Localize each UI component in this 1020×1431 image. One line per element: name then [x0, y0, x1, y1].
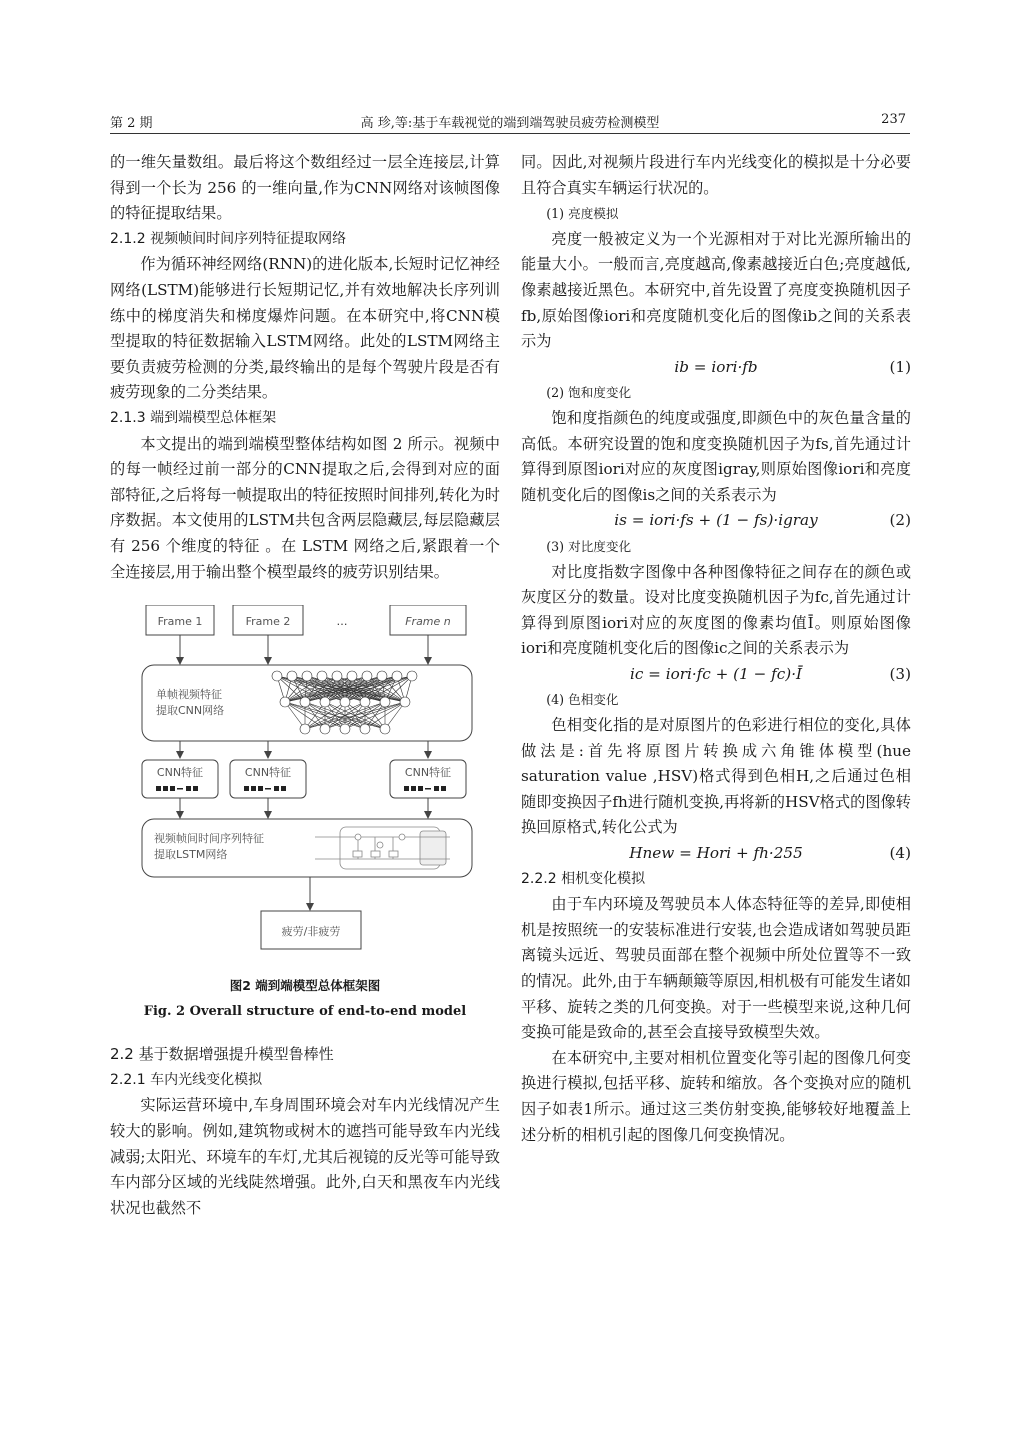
neuron-node: [407, 671, 417, 681]
paragraph: 亮度一般被定义为一个光源相对于对比光源所输出的能量大小。一般而言,亮度越高,像素越接近白色;亮度越低,像素越接近黑色。本研究中,首先设置了亮度变换随机因子fb,原始图像iori和亮度随机变化后的图像ib之间的关系表示为: [521, 229, 911, 351]
frame-1-label: Frame 1: [157, 615, 203, 629]
model-diagram: [110, 605, 500, 965]
neuron-node: [347, 671, 357, 681]
neuron-node: [377, 671, 387, 681]
neuron-node: [360, 697, 370, 707]
lstm-box-label-1: 视频帧间时间序列特征: [154, 832, 264, 846]
frame-2-label: Frame 2: [245, 615, 291, 629]
paragraph: 实际运营环境中,车身周围环境会对车内光线情况产生较大的影响。例如,建筑物或树木的遮挡可能导致车内光线减弱;太阳光、环境车的车灯,尤其后视镜的反光等可能导致车内部分区域的光线陡然增强。此外,白天和黑夜车内光线状况也截然不: [110, 1096, 500, 1217]
section-heading-2-2-2: 2.2.2 相机变化模拟: [521, 870, 646, 887]
figure-caption-zh: 图2 端到端模型总体框架图: [229, 978, 381, 994]
header-rule: [110, 133, 910, 134]
equation-2-number: (2): [889, 511, 911, 530]
paragraph: 在本研究中,主要对相机位置变化等引起的图像几何变换进行模拟,包括平移、旋转和缩放。各个变换对应的随机因子如表1所示。通过这三类仿射变换,能够较好地覆盖上述分析的相机引起的图像几何变换情况。: [521, 1048, 911, 1144]
subheading-contrast: (3) 对比度变化: [546, 538, 632, 554]
issue-number: 第 2 期: [110, 116, 153, 131]
output-label: 疲劳/非疲劳: [281, 925, 341, 939]
neuron-node: [340, 697, 350, 707]
subheading-hue: (4) 色相变化: [546, 692, 619, 708]
equation-2: [521, 508, 911, 534]
neuron-node: [317, 671, 327, 681]
paragraph: 作为循环神经网络(RNN)的进化版本,长短时记忆神经网络(LSTM)能够进行长短期记忆,并有效地解决长序列训练中的梯度消失和梯度爆炸问题。在本研究中,将CNN模型提取的特征数据输入LSTM网络。此处的LSTM网络主要负责疲劳检测的分类,最终输出的是每个驾驶片段是否有疲劳现象的二分类结果。: [110, 255, 500, 402]
equation-3-body: ic = iori·fc + (1 − fc)·Ī: [629, 664, 803, 683]
neuron-node: [280, 697, 290, 707]
subheading-brightness: (1) 亮度模拟: [546, 206, 619, 222]
cnn-box-label-2: 提取CNN网络: [156, 704, 225, 718]
paragraph: 饱和度指颜色的纯度或强度,即颜色中的灰色量含量的高低。本研究设置的饱和度变换随机因子为fs,首先通过计算得到原图iori对应的灰度图igray,则原始图像iori和亮度随机变化后的图像is之间的关系表示为: [521, 408, 911, 504]
section-heading-2-2: 2.2 基于数据增强提升模型鲁棒性: [110, 1045, 334, 1064]
neuron-node: [392, 671, 402, 681]
neuron-node: [300, 724, 310, 734]
paragraph: 同。因此,对视频片段进行车内光线变化的模拟是十分必要且符合真实车辆运行状况的。: [521, 153, 911, 197]
cnn-box-label-1: 单帧视频特征: [156, 688, 222, 702]
right-column: [521, 150, 911, 1148]
neuron-node: [302, 671, 312, 681]
subheading-saturation: (2) 饱和度变化: [546, 385, 632, 401]
neuron-node: [287, 671, 297, 681]
lstm-box-label-2: 提取LSTM网络: [154, 848, 228, 862]
figure-caption-en: Fig. 2 Overall structure of end-to-end model: [143, 1003, 467, 1019]
section-heading-2-1-3: 2.1.3 端到端模型总体框架: [110, 409, 277, 426]
equation-3-number: (3): [889, 664, 911, 683]
neural-net-graphic: [272, 671, 417, 734]
equation-4-body: Hnew = Hori + fh·255: [629, 844, 803, 863]
equation-1-number: (1): [889, 357, 911, 376]
equation-1-body: ib = iori·fb: [674, 357, 758, 376]
figure-2: [110, 605, 500, 965]
neuron-node: [400, 697, 410, 707]
running-header: [110, 108, 910, 132]
left-column: [110, 150, 500, 1221]
equation-1: [521, 355, 911, 381]
cnn-feature-label: CNN特征: [156, 766, 204, 780]
neuron-node: [360, 724, 370, 734]
running-title: 高 珍,等:基于车载视觉的端到端驾驶员疲劳检测模型: [360, 116, 660, 131]
neuron-node: [320, 724, 330, 734]
neuron-node: [332, 671, 342, 681]
equation-4-number: (4): [889, 844, 911, 863]
ellipsis: …: [336, 615, 348, 629]
equation-3: [521, 662, 911, 688]
paragraph: 的一维矢量数组。最后将这个数组经过一层全连接层,计算得到一个长为 256 的一维向量,作为CNN网络对该帧图像的特征提取结果。: [110, 153, 500, 223]
section-heading-2-2-1: 2.2.1 车内光线变化模拟: [110, 1071, 263, 1088]
feature-vector-marks: [156, 786, 446, 791]
equation-4: [521, 841, 911, 867]
cnn-feature-label: CNN特征: [244, 766, 292, 780]
neuron-node: [340, 724, 350, 734]
section-heading-2-1-2: 2.1.2 视频帧间时间序列特征提取网络: [110, 230, 347, 247]
page-number: 237: [881, 112, 906, 127]
cnn-feature-label: CNN特征: [404, 766, 452, 780]
frame-n-label: Frame n: [405, 615, 451, 629]
paragraph: 色相变化指的是对原图片的色彩进行相位的变化,具体做法是:首先将原图片转换成六角锥体模型(hue saturation value ,HSV)格式得到色相H,之后通过色相随即变换因子fh进行随机变换,再将新的HSV格式的图像转换回原格式,转化公式为: [521, 716, 911, 837]
neuron-node: [272, 671, 282, 681]
paragraph: 由于车内环境及驾驶员本人体态特征等的差异,即使相机是按照统一的安装标准进行安装,也会造成诸如驾驶员距离镜头远近、驾驶员面部在整个视频中所处位置等不一致的情况。此外,由于车辆颠簸等原因,相机极有可能发生诸如平移、旋转之类的几何变换。对于一些模型来说,这种几何变换可能是致命的,甚至会直接导致模型失效。: [521, 895, 911, 1042]
paragraph: 本文提出的端到端模型整体结构如图 2 所示。视频中的每一帧经过前一部分的CNN提取之后,会得到对应的面部特征,之后将每一帧提取出的特征按照时间排列,转化为时序数据。本文使用的LSTM共包含两层隐藏层,每层隐藏层有 256 个维度的特征 。在 LSTM 网络之后,紧跟着一个全连接层,用于输出整个模型最终的疲劳识别结果。: [110, 434, 500, 581]
equation-2-body: is = iori·fs + (1 − fs)·igray: [614, 511, 818, 530]
lstm-cell-graphic: [315, 827, 450, 869]
neuron-node: [320, 697, 330, 707]
neuron-node: [362, 671, 372, 681]
paragraph: 对比度指数字图像中各种图像特征之间存在的颜色或灰度区分的数量。设对比度变换随机因子为fc,首先通过计算得到原图iori对应的灰度图的像素均值Ī。则原始图像iori和亮度随机变化后的图像ic之间的关系表示为: [521, 562, 911, 658]
neuron-node: [380, 724, 390, 734]
neuron-node: [380, 697, 390, 707]
neuron-node: [300, 697, 310, 707]
